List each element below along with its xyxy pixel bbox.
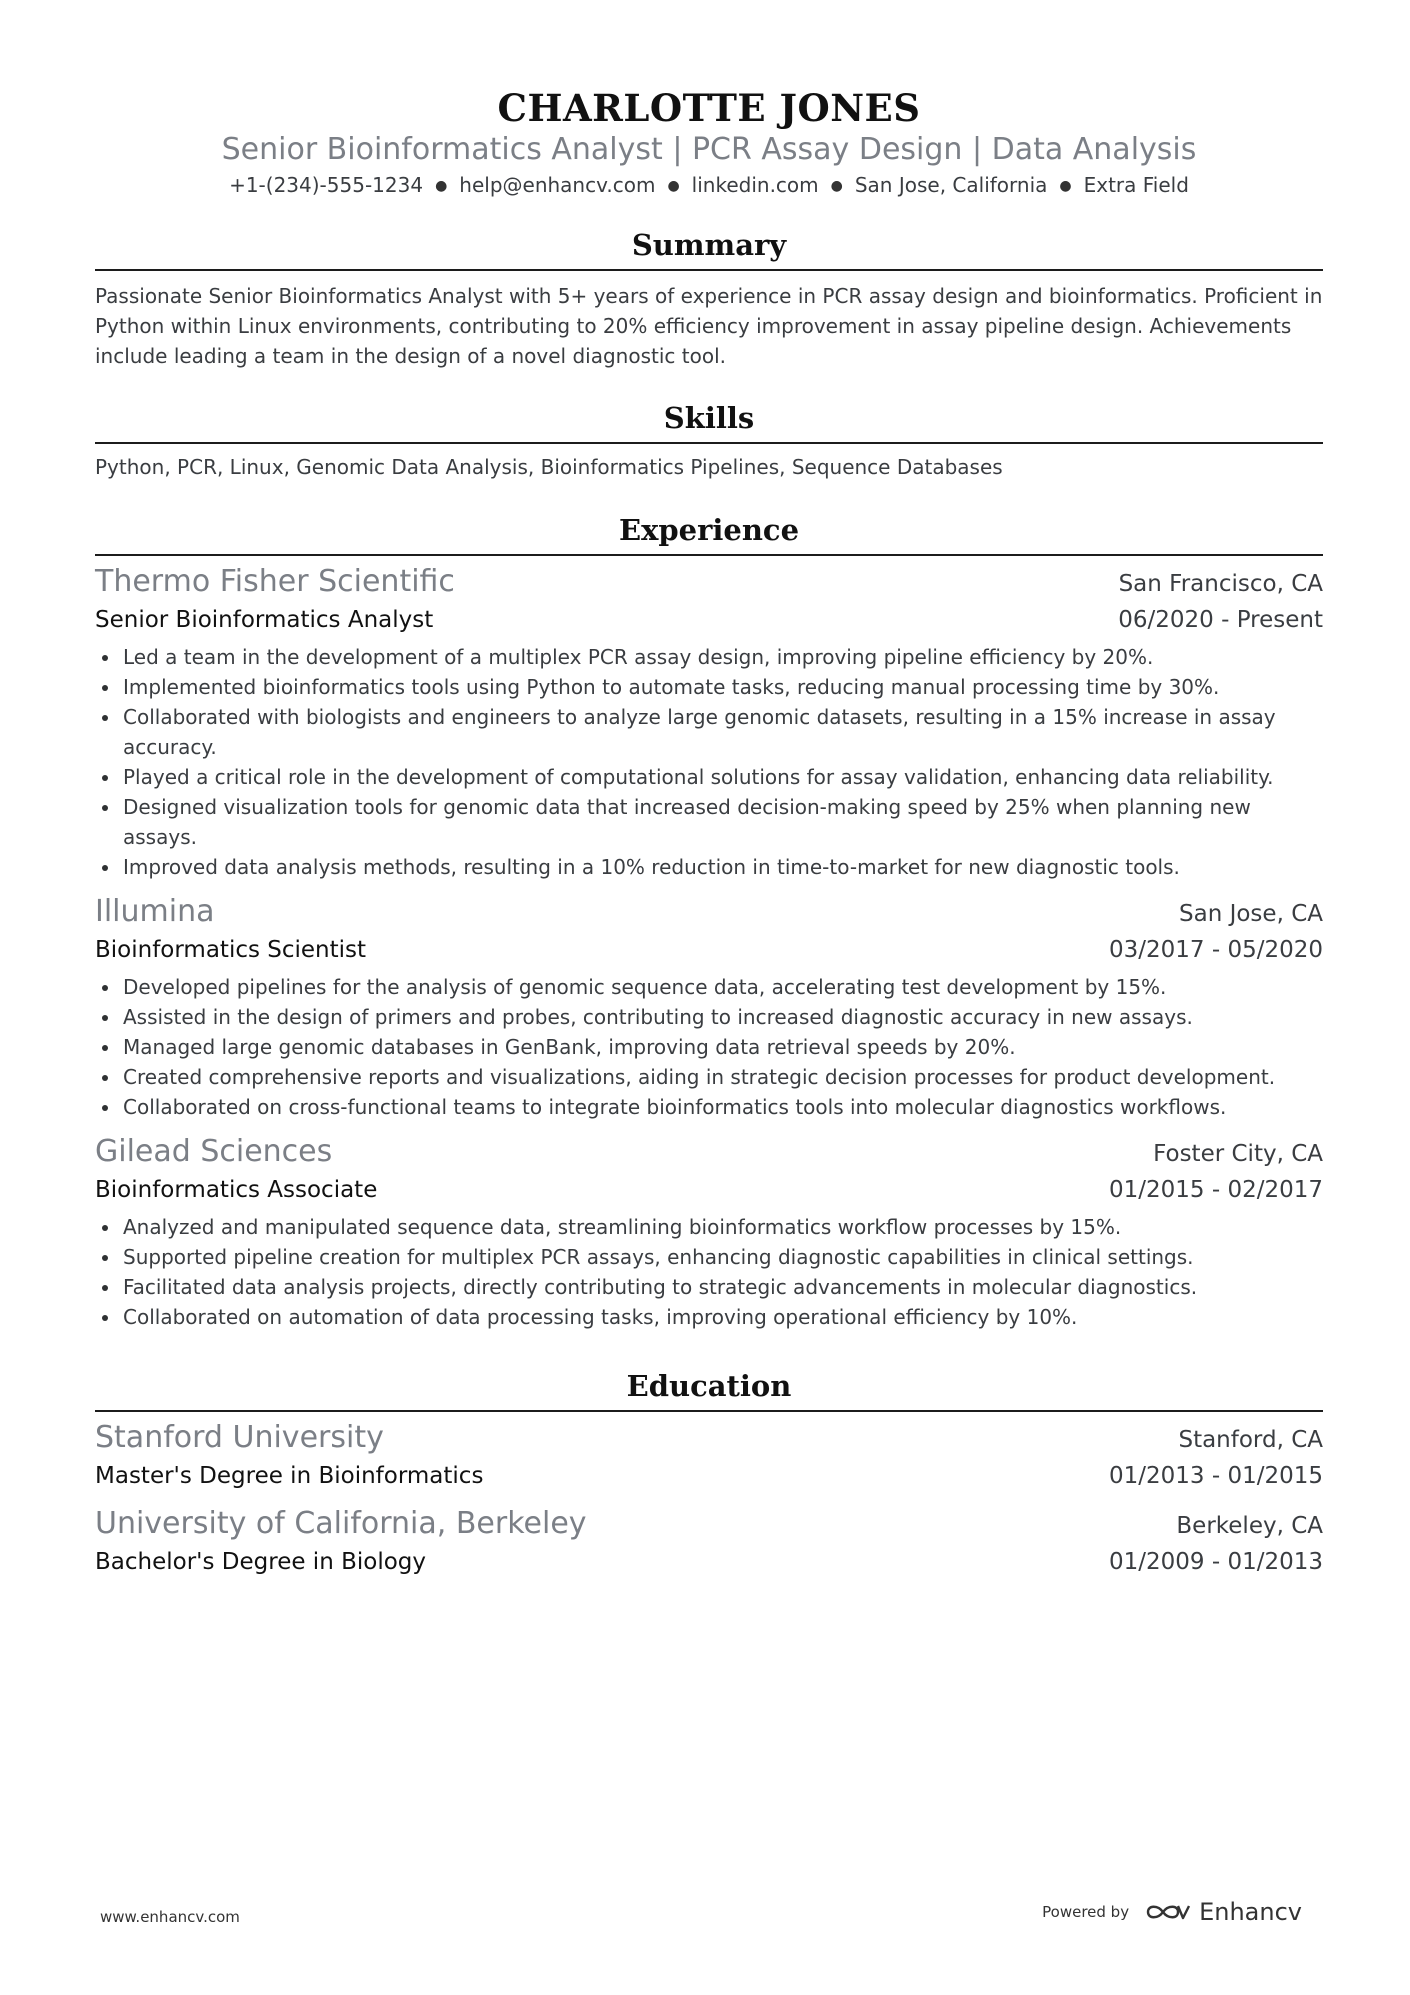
- job-dates: 01/2015 - 02/2017: [1108, 1177, 1323, 1203]
- linkedin-link[interactable]: linkedin.com: [691, 173, 819, 197]
- skills-section: [95, 400, 1323, 482]
- separator-dot: ●: [830, 178, 843, 194]
- education-entry: [95, 1504, 1323, 1580]
- experience-section: [95, 512, 1323, 1332]
- summary-text: Passionate Senior Bioinformatics Analyst with 5+ years of experience in PCR assay design and bioinformatics. Proficient in Python within Linux environments, contributing to 20% efficiency improvement in assay pipeline design. Achievements include leading a team in the design of a novel diagnostic tool.: [95, 284, 1323, 368]
- achievement-item: Collaborated with biologists and engineers to analyze large genomic datasets, resulting in a 15% increase in assay accuracy.: [95, 702, 1323, 762]
- separator-dot: ●: [435, 178, 448, 194]
- candidate-name: CHARLOTTE JONES: [497, 86, 921, 130]
- website-link[interactable]: www.enhancv.com: [100, 1908, 240, 1926]
- experience-entry: [95, 1132, 1323, 1332]
- achievement-item: Managed large genomic databases in GenBank, improving data retrieval speeds by 20%.: [95, 1032, 1323, 1062]
- job-location: San Francisco, CA: [1118, 571, 1323, 597]
- headline: Senior Bioinformatics Analyst | PCR Assay Design | Data Analysis: [221, 132, 1197, 167]
- brand-logo: [1145, 1898, 1302, 1926]
- school-location: Berkeley, CA: [1176, 1513, 1323, 1539]
- school-name: University of California, Berkeley: [95, 1506, 587, 1541]
- section-divider: [95, 554, 1323, 556]
- job-location: San Jose, CA: [1179, 901, 1323, 927]
- company-name: Illumina: [95, 894, 215, 929]
- education-entry: [95, 1418, 1323, 1494]
- job-dates: 06/2020 - Present: [1118, 607, 1323, 633]
- extra-field: Extra Field: [1083, 173, 1189, 197]
- contact-line: [95, 171, 1323, 200]
- school-name: Stanford University: [95, 1420, 384, 1455]
- job-title: Bioinformatics Associate: [95, 1177, 378, 1203]
- summary-section: [95, 227, 1323, 371]
- achievement-item: Designed visualization tools for genomic data that increased decision-making speed by 25% when planning new assays.: [95, 792, 1323, 852]
- achievement-list: [95, 1212, 1323, 1332]
- job-title: Senior Bioinformatics Analyst: [95, 607, 434, 633]
- job-dates: 03/2017 - 05/2020: [1108, 937, 1323, 963]
- resume-page: [95, 0, 1323, 1580]
- company-name: Thermo Fisher Scientific: [95, 564, 455, 599]
- achievement-item: Developed pipelines for the analysis of genomic sequence data, accelerating test development by 15%.: [95, 972, 1323, 1002]
- email-link[interactable]: help@enhancv.com: [459, 173, 656, 197]
- separator-dot: ●: [667, 178, 680, 194]
- achievement-list: [95, 972, 1323, 1122]
- achievement-item: Improved data analysis methods, resulting in a 10% reduction in time-to-market for new diagnostic tools.: [95, 852, 1323, 882]
- achievement-item: Analyzed and manipulated sequence data, streamlining bioinformatics workflow processes by 15%.: [95, 1212, 1323, 1242]
- separator-dot: ●: [1059, 178, 1072, 194]
- powered-by-label: Powered by: [1042, 1903, 1130, 1921]
- enhancv-logo-icon: [1145, 1900, 1191, 1924]
- education-dates: 01/2013 - 01/2015: [1108, 1463, 1323, 1489]
- section-divider: [95, 442, 1323, 444]
- section-title-education: Education: [626, 1369, 792, 1403]
- achievement-item: Implemented bioinformatics tools using Python to automate tasks, reducing manual processing time by 30%.: [95, 672, 1323, 702]
- section-title-skills: Skills: [663, 401, 755, 435]
- achievement-item: Collaborated on automation of data processing tasks, improving operational efficiency by 10%.: [95, 1302, 1323, 1332]
- company-name: Gilead Sciences: [95, 1134, 333, 1169]
- resume-header: [95, 0, 1323, 200]
- powered-by-badge[interactable]: [1042, 1898, 1302, 1926]
- achievement-list: [95, 642, 1323, 882]
- achievement-item: Played a critical role in the development of computational solutions for assay validation, enhancing data reliability.: [95, 762, 1323, 792]
- section-title-experience: Experience: [618, 513, 800, 547]
- section-divider: [95, 269, 1323, 271]
- achievement-item: Facilitated data analysis projects, directly contributing to strategic advancements in molecular diagnostics.: [95, 1272, 1323, 1302]
- experience-entry: [95, 562, 1323, 882]
- education-dates: 01/2009 - 01/2013: [1108, 1549, 1323, 1575]
- job-title: Bioinformatics Scientist: [95, 937, 367, 963]
- achievement-item: Collaborated on cross-functional teams to integrate bioinformatics tools into molecular diagnostics workflows.: [95, 1092, 1323, 1122]
- job-location: Foster City, CA: [1153, 1141, 1323, 1167]
- phone: +1-(234)-555-1234: [229, 173, 424, 197]
- section-title-summary: Summary: [631, 228, 787, 262]
- skills-text: Python, PCR, Linux, Genomic Data Analysis, Bioinformatics Pipelines, Sequence Databases: [95, 455, 1003, 479]
- brand-name: Enhancv: [1199, 1898, 1302, 1926]
- achievement-item: Assisted in the design of primers and probes, contributing to increased diagnostic accuracy in new assays.: [95, 1002, 1323, 1032]
- location: San Jose, California: [854, 173, 1048, 197]
- degree: Master's Degree in Bioinformatics: [95, 1463, 484, 1489]
- achievement-item: Led a team in the development of a multiplex PCR assay design, improving pipeline efficiency by 20%.: [95, 642, 1323, 672]
- achievement-item: Created comprehensive reports and visualizations, aiding in strategic decision processes for product development.: [95, 1062, 1323, 1092]
- school-location: Stanford, CA: [1178, 1427, 1323, 1453]
- degree: Bachelor's Degree in Biology: [95, 1549, 426, 1575]
- experience-entry: [95, 892, 1323, 1122]
- education-section: [95, 1368, 1323, 1580]
- section-divider: [95, 1410, 1323, 1412]
- achievement-item: Supported pipeline creation for multiplex PCR assays, enhancing diagnostic capabilities in clinical settings.: [95, 1242, 1323, 1272]
